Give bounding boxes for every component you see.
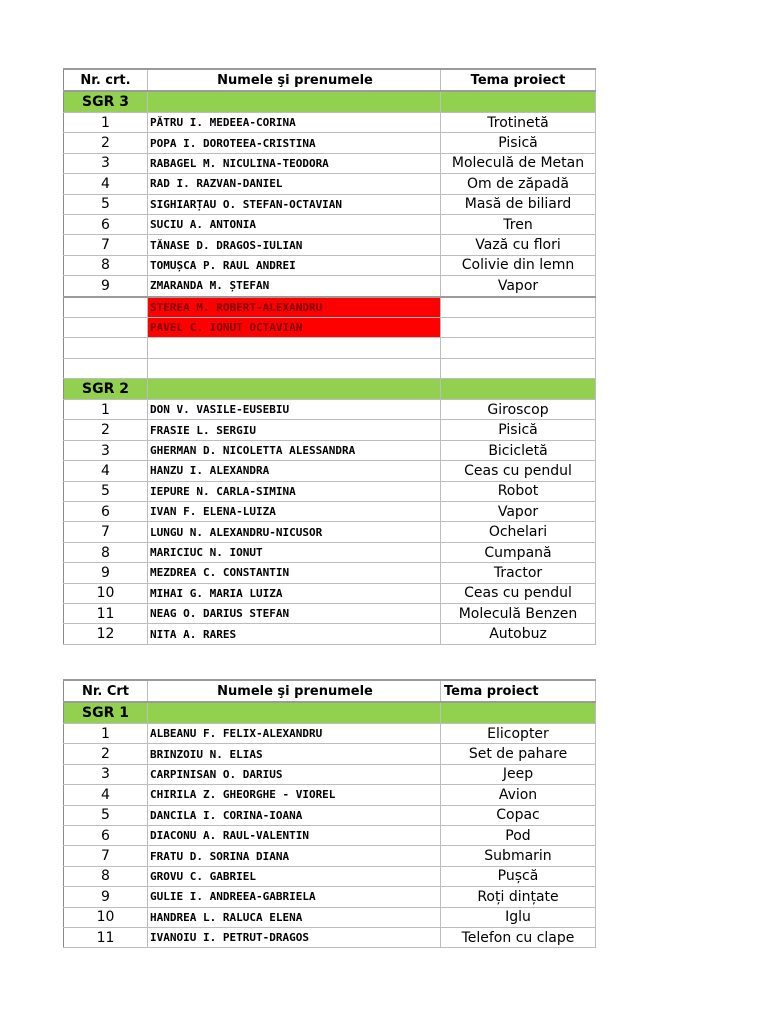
header-name: Numele şi prenumele [148, 680, 441, 702]
table-row: 9 ZMARANDA M. ȘTEFAN Vapor [64, 276, 596, 297]
table-row: 1 DON V. VASILE-EUSEBIU Giroscop [64, 400, 596, 420]
table-row: 6 DIACONU A. RAUL-VALENTIN Pod [64, 825, 596, 845]
header-topic: Tema proiect [441, 680, 596, 702]
table-row: 12 NITA A. RARES Autobuz [64, 624, 596, 644]
table-row: 2 POPA I. DOROTEEA-CRISTINA Pisică [64, 133, 596, 153]
header-topic: Tema proiect [441, 69, 596, 91]
table-row: 10 HANDREA L. RALUCA ELENA Iglu [64, 907, 596, 927]
group-row-sgr2 [64, 379, 596, 400]
table-row: 8 TOMUȘCA P. RAUL ANDREI Colivie din lemn [64, 255, 596, 275]
table-row: 6 SUCIU A. ANTONIA Tren [64, 214, 596, 234]
table-row: 7 TĂNASE D. DRAGOS-IULIAN Vază cu flori [64, 235, 596, 255]
table-row: 1 PĂTRU I. MEDEEA-CORINA Trotinetă [64, 113, 596, 133]
project-table-2 [63, 679, 596, 948]
table-row: 10 MIHAI G. MARIA LUIZA Ceas cu pendul [64, 583, 596, 603]
table-header-row [64, 69, 596, 91]
table-row: 2 BRINZOIU N. ELIAS Set de pahare [64, 744, 596, 764]
table-row: 9 GULIE I. ANDREEA-GABRIELA Roți dințate [64, 887, 596, 907]
table-row: 3 GHERMAN D. NICOLETTA ALESSANDRA Bicicletă [64, 440, 596, 460]
group-label: SGR 2 [64, 379, 148, 400]
table-row: 5 SIGHIARȚAU O. STEFAN-OCTAVIAN Masă de biliard [64, 194, 596, 214]
project-table-1 [63, 68, 596, 645]
header-nr: Nr. crt. [64, 69, 148, 91]
table-row: 11 IVANOIU I. PETRUT-DRAGOS Telefon cu clape [64, 927, 596, 947]
table-header-row [64, 680, 596, 702]
header-name: Numele şi prenumele [148, 69, 441, 91]
highlighted-row: STEREA M. ROBERT-ALEXANDRU [64, 297, 596, 318]
table-row: 8 GROVU C. GABRIEL Pușcă [64, 866, 596, 886]
highlighted-row: PAVEL C. IONUT OCTAVIAN [64, 317, 596, 337]
table-row: 5 IEPURE N. CARLA-SIMINA Robot [64, 481, 596, 501]
table-row: 4 RAD I. RAZVAN-DANIEL Om de zăpadă [64, 174, 596, 194]
table-row: 2 FRASIE L. SERGIU Pisică [64, 420, 596, 440]
table-row: 4 HANZU I. ALEXANDRA Ceas cu pendul [64, 461, 596, 481]
group-label: SGR 3 [64, 91, 148, 113]
table-row: 3 CARPINISAN O. DARIUS Jeep [64, 764, 596, 784]
table-row: 4 CHIRILA Z. GHEORGHE - VIOREL Avion [64, 785, 596, 805]
table-row: 5 DANCILA I. CORINA-IOANA Copac [64, 805, 596, 825]
blank-row [64, 358, 596, 378]
header-nr: Nr. Crt [64, 680, 148, 702]
group-row-sgr1 [64, 702, 596, 724]
table-row: 3 RABAGEL M. NICULINA-TEODORA Moleculă de Metan [64, 153, 596, 173]
table-row: 11 NEAG O. DARIUS STEFAN Moleculă Benzen [64, 603, 596, 623]
table-row: 7 FRATU D. SORINA DIANA Submarin [64, 846, 596, 866]
group-label: SGR 1 [64, 702, 148, 724]
table-row: 8 MARICIUC N. IONUT Cumpană [64, 542, 596, 562]
table-row: 9 MEZDREA C. CONSTANTIN Tractor [64, 563, 596, 583]
table-row: 1 ALBEANU F. FELIX-ALEXANDRU Elicopter [64, 724, 596, 744]
group-row-sgr3 [64, 91, 596, 113]
blank-row [64, 338, 596, 358]
table-row: 7 LUNGU N. ALEXANDRU-NICUSOR Ochelari [64, 522, 596, 542]
table-row: 6 IVAN F. ELENA-LUIZA Vapor [64, 502, 596, 522]
